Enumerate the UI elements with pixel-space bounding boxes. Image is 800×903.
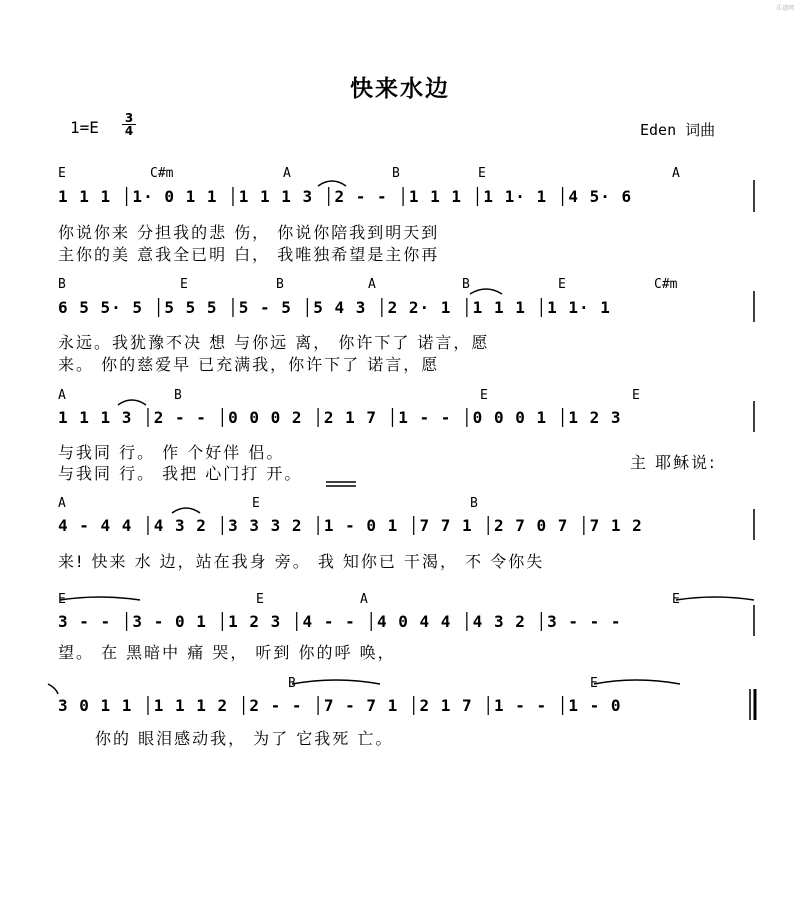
lyric-verse-2: 与我同 行。 我把 心门打 开。 — [58, 464, 303, 483]
meter-bottom: 4 — [122, 124, 136, 137]
tie — [676, 597, 754, 600]
slur — [172, 508, 200, 513]
notation-line: 3 0 1 1 │1 1 1 2 │2 - - │7 - 7 1 │2 1 7 │1 - - │1 - 0 — [58, 696, 622, 715]
lyric-verse-1: 望。 在 黑暗中 痛 哭， 听到 你的呼 唤， — [58, 643, 396, 662]
watermark: 乐谱网 — [775, 5, 794, 12]
notation-line: 1 1 1 │1· 0 1 1 │1 1 1 3 │2 - - │1 1 1 │1 1· 1 │4 5· 6 — [58, 187, 633, 206]
chord: B — [58, 277, 66, 292]
chord: E — [180, 277, 188, 292]
lyric-verse-1: 你的 眼泪感动我， 为了 它我死 亡。 — [95, 729, 394, 748]
chord: B — [392, 166, 400, 181]
chord: E — [252, 496, 260, 511]
notation-line: 1 1 1 3 │2 - - │0 0 0 2 │2 1 7 │1 - - │0 0 0 1 │1 2 3 — [58, 408, 622, 427]
key-signature: 1=E — [70, 118, 99, 137]
slur — [318, 181, 346, 186]
spoken-cue: 主 耶稣说: — [630, 453, 717, 472]
song-title: 快来水边 — [350, 76, 450, 102]
chord: B — [174, 388, 182, 403]
chord: B — [276, 277, 284, 292]
chord: A — [368, 277, 376, 292]
chord: E — [256, 592, 264, 607]
tie — [292, 680, 380, 684]
slur — [470, 289, 502, 294]
chord: E — [58, 592, 66, 607]
notation-line: 6 5 5· 5 │5 5 5 │5 - 5 │5 4 3 │2 2· 1 │1 1 1 │1 1· 1 — [58, 298, 611, 317]
chord: A — [58, 388, 66, 403]
chord: E — [558, 277, 566, 292]
lyric-verse-1: 永远。我犹豫不决 想 与你远 离， 你许下了 诺言，愿 — [58, 333, 490, 352]
lyric-verse-1: 来! 快来 水 边，站在我身 旁。 我 知你已 干渴， 不 令你失 — [58, 552, 545, 571]
chord: E — [590, 676, 598, 691]
chord: B — [288, 676, 296, 691]
chord: C#m — [654, 277, 678, 292]
chord: E — [478, 166, 486, 181]
time-signature — [122, 112, 136, 137]
notation-line: 4 - 4 4 │4 3 2 │3 3 3 2 │1 - 0 1 │7 7 1 │2 7 0 7 │7 1 2 — [58, 516, 643, 535]
tie — [48, 684, 58, 694]
chord: E — [480, 388, 488, 403]
lyric-verse-2: 主你的美 意我全已明 白， 我唯独希望是主你再 — [58, 245, 440, 264]
chord: E — [672, 592, 680, 607]
chord: B — [462, 277, 470, 292]
tie — [594, 680, 680, 684]
chord: E — [58, 166, 66, 181]
meter-top: 3 — [124, 111, 134, 125]
chord: A — [283, 166, 291, 181]
author-credit: Eden 词曲 — [640, 121, 716, 139]
lyric-verse-1: 你说你来 分担我的悲 伤， 你说你陪我到明天到 — [58, 223, 440, 242]
chord: A — [672, 166, 680, 181]
slur — [118, 400, 146, 405]
chord: E — [632, 388, 640, 403]
chord: A — [360, 592, 368, 607]
chord: B — [470, 496, 478, 511]
lyric-verse-1: 与我同 行。 作 个好伴 侣。 — [58, 443, 285, 462]
chord: A — [58, 496, 66, 511]
lyric-verse-2: 来。 你的慈爱早 已充满我，你许下了 诺言，愿 — [58, 355, 440, 374]
chord: C#m — [150, 166, 174, 181]
tie — [60, 597, 140, 600]
notation-line: 3 - - │3 - 0 1 │1 2 3 │4 - - │4 0 4 4 │4 3 2 │3 - - - — [58, 612, 622, 631]
